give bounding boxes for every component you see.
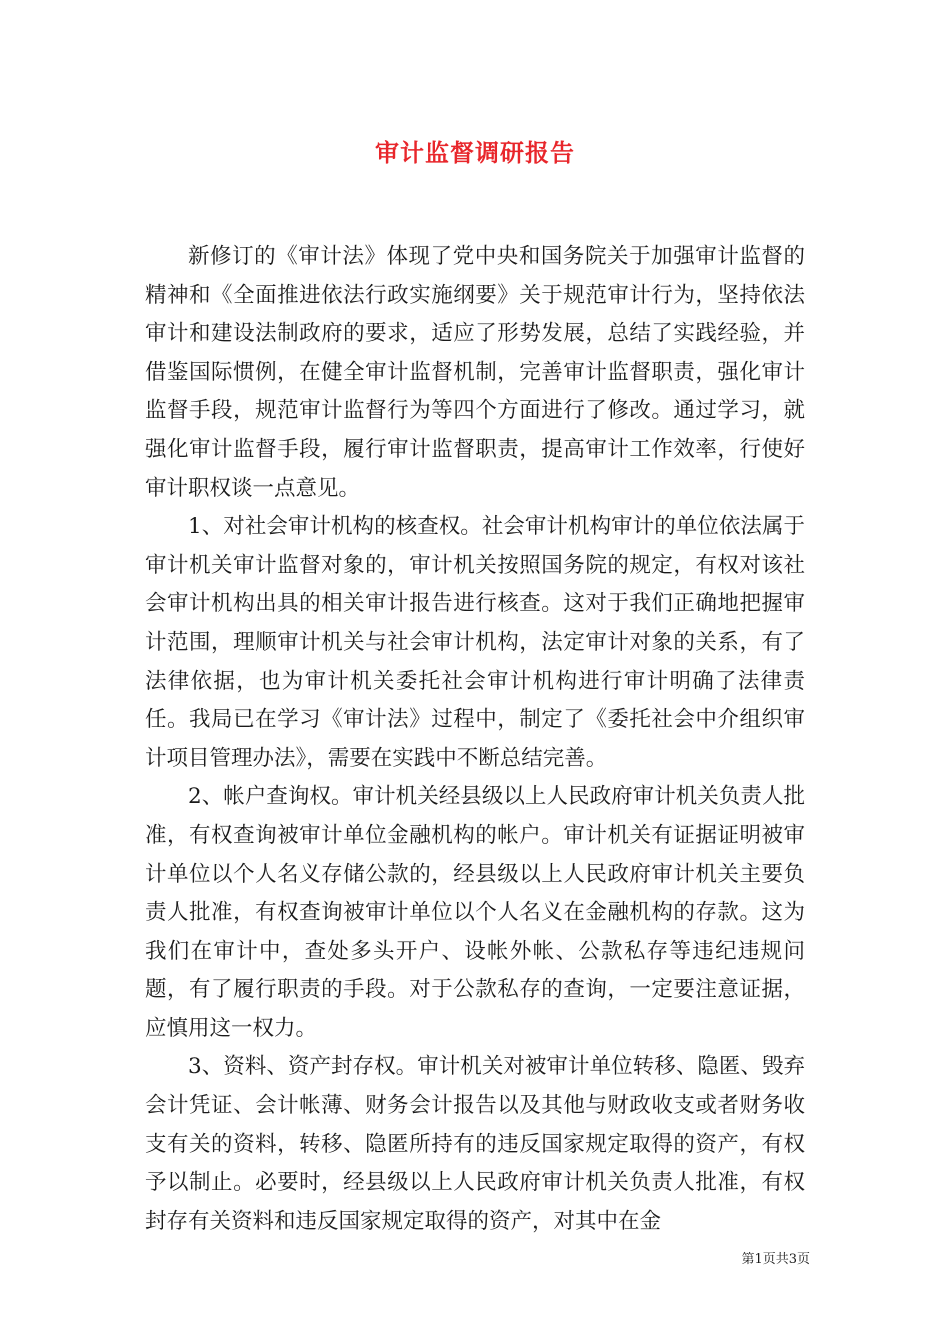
document-title: 审计监督调研报告 [375,138,575,167]
paragraph-intro: 新修订的《审计法》体现了党中央和国务院关于加强审计监督的精神和《全面推进依法行政实施纲要》关于规范审计行为，坚持依法审计和建设法制政府的要求，适应了形势发展，总结了实践经验，并借鉴国际惯例，在健全审计监督机制，完善审计监督职责，强化审计监督手段，规范审计监督行为等四个方面进行了修改。通过学习，就强化审计监督手段，履行审计监督职责，提高审计工作效率，行使好审计职权谈一点意见。 [145,244,805,501]
page-number-label: 第1页共3页 [741,1252,810,1267]
paragraph-1-audit-review-right: 1、对社会审计机构的核查权。社会审计机构审计的单位依法属于审计机关审计监督对象的，审计机关按照国务院的规定，有权对该社会审计机构出具的相关审计报告进行核查。这对于我们正确地把握审计范围，理顺审计机关与社会审计机构，法定审计对象的关系，有了法律依据，也为审计机关委托社会审计机构进行审计明确了法律责任。我局已在学习《审计法》过程中，制定了《委托社会中介组织审计项目管理办法》，需要在实践中不断总结完善。 [145,514,805,771]
page-number [741,1248,810,1267]
paragraph-3-seal-right: 3、资料、资产封存权。审计机关对被审计单位转移、隐匿、毁弃会计凭证、会计帐薄、财务会计报告以及其他与财政收支或者财务收支有关的资料，转移、隐匿所持有的违反国家规定取得的资产，有权予以制止。必要时，经县级以上人民政府审计机关负责人批准，有权封存有关资料和违反国家规定取得的资产，对其中在金 [145,1054,805,1234]
document-body [145,238,805,1241]
paragraph-2-account-query-right: 2、帐户查询权。审计机关经县级以上人民政府审计机关负责人批准，有权查询被审计单位金融机构的帐户。审计机关有证据证明被审计单位以个人名义存储公款的，经县级以上人民政府审计机关主要负责人批准，有权查询被审计单位以个人名义在金融机构的存款。这为我们在审计中，查处多头开户、设帐外帐、公款私存等违纪违规问题，有了履行职责的手段。对于公款私存的查询，一定要注意证据，应慎用这一权力。 [145,784,805,1041]
